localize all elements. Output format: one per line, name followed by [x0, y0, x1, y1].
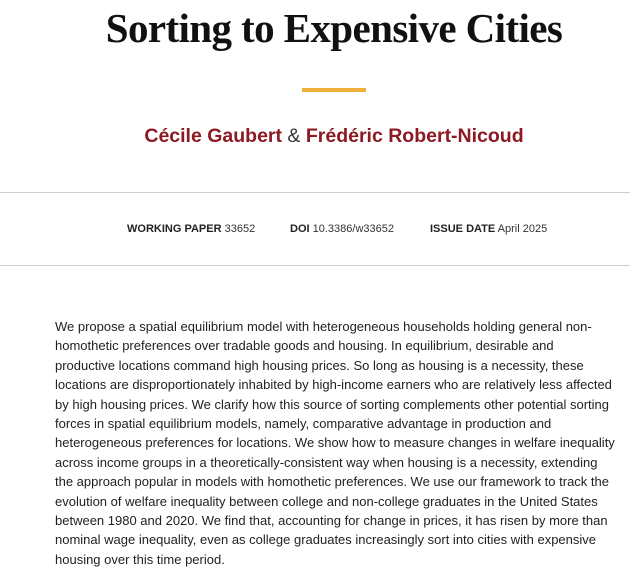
doi-value[interactable]: 10.3386/w33652 — [312, 223, 394, 235]
working-paper-number — [127, 222, 255, 236]
author-separator: & — [287, 125, 301, 147]
divider-bottom — [0, 265, 630, 266]
abstract-text: We propose a spatial equilibrium model with heterogeneous households holding general non-homothetic preferences over tradable goods and housing. In equilibrium, desirable and productive locations command high housing prices. So long as housing is a necessity, these locations are disproportionately inhabited by high-income earners who are relatively less affected by high housing prices. We clarify how this source of sorting complements other potential sorting forces in spatial equilibrium models, namely, comparative advantage in production and heterogeneous preferences for locations. We show how to measure changes in welfare inequality across income groups in a theoretically-consistent way when housing is a necessity, extending the approach popular in models with homothetic preferences. We use our framework to track the evolution of welfare inequality between college and non-college graduates in the United States between 1980 and 2020. We find that, accounting for change in prices, it has risen by more than nominal wage inequality, even as college graduates increasingly sort into cities with expensive housing over this time period. — [55, 319, 615, 567]
issue-date — [430, 222, 547, 236]
author-list — [0, 123, 630, 149]
issue-date-value: April 2025 — [497, 223, 548, 235]
working-paper-label: WORKING PAPER — [127, 223, 222, 235]
issue-date-label: ISSUE DATE — [430, 223, 496, 235]
divider-top — [0, 192, 630, 193]
working-paper-value: 33652 — [224, 223, 256, 235]
title-accent-bar — [302, 88, 366, 92]
author-link[interactable]: Cécile Gaubert — [144, 125, 282, 147]
doi — [290, 222, 394, 236]
author-link[interactable]: Frédéric Robert-Nicoud — [305, 125, 524, 147]
doi-label: DOI — [290, 223, 310, 235]
paper-title: Sorting to Expensive Cities — [105, 5, 563, 51]
